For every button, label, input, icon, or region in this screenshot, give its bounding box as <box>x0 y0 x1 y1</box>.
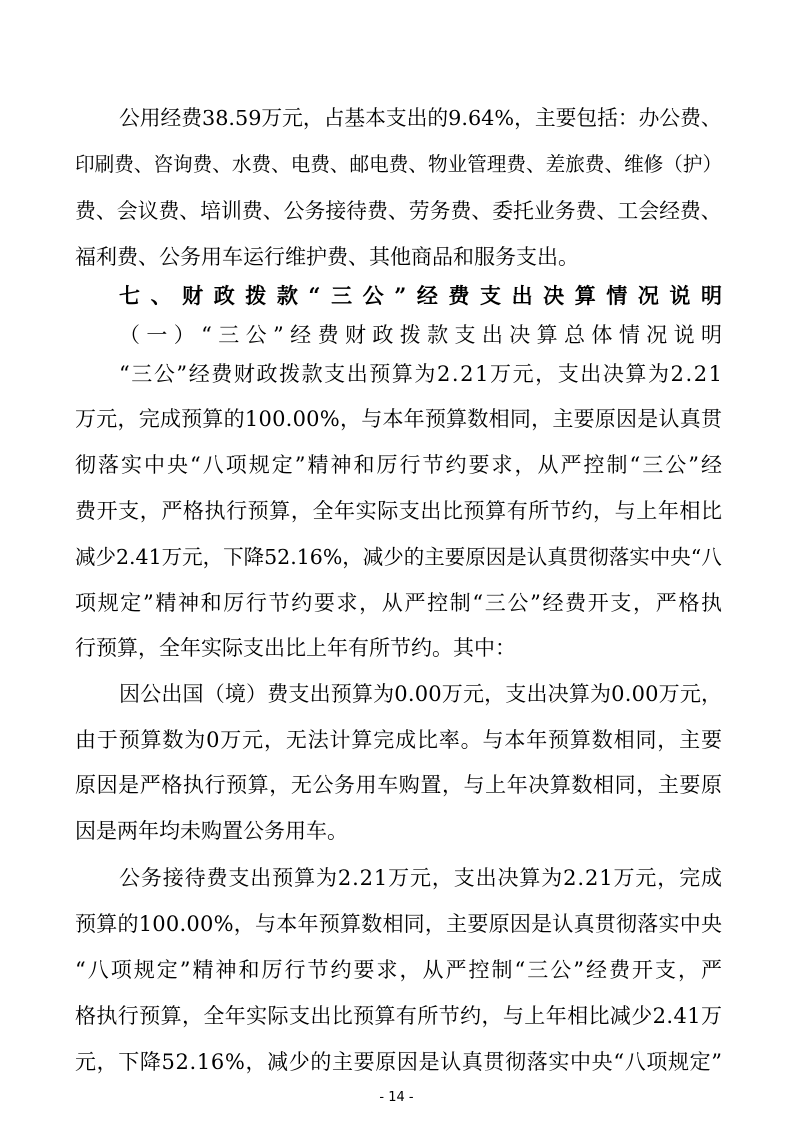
paragraph-5-line-1: 因公出国（境）费支出预算为0.00万元，支出决算为0.00万元， <box>119 682 723 706</box>
paragraph-1-line-2: 印刷费、咨询费、水费、电费、邮电费、物业管理费、差旅费、维修（护） <box>75 153 723 176</box>
paragraph-6-line-5: 元，下降52.16%，减少的主要原因是认真贯彻落实中央“八项规定” <box>75 1050 723 1074</box>
paragraph-5-line-4: 因是两年均未购置公务用车。 <box>75 819 348 843</box>
paragraph-1-line-4: 福利费、公务用车运行维护费、其他商品和服务支出。 <box>75 245 579 269</box>
section-heading: 七、财政拨款“三公”经费支出决算情况说明 <box>119 283 733 308</box>
paragraph-4-line-2: 万元，完成预算的100.00%，与本年预算数相同，主要原因是认真贯 <box>75 407 723 431</box>
paragraph-6-line-3: “八项规定”精神和厉行节约要求，从严控制“三公”经费开支，严 <box>75 958 725 982</box>
paragraph-6-line-2: 预算的100.00%，与本年预算数相同，主要原因是认真贯彻落实中央 <box>75 912 723 936</box>
paragraph-1-line-1: 公用经费38.59万元，占基本支出的9.64%，主要包括：办公费、 <box>119 106 722 130</box>
paragraph-4-line-3: 彻落实中央“八项规定”精神和厉行节约要求，从严控制“三公”经 <box>75 453 725 477</box>
paragraph-4-line-5: 减少2.41万元，下降52.16%，减少的主要原因是认真贯彻落实中央“八 <box>75 545 722 569</box>
paragraph-1-line-3: 费、会议费、培训费、公务接待费、劳务费、委托业务费、工会经费、 <box>75 199 722 223</box>
subsection-heading: （一）“三公”经费财政拨款支出决算总体情况说明 <box>119 323 729 347</box>
paragraph-5-line-3: 原因是严格执行预算，无公务用车购置，与上年决算数相同，主要原 <box>75 773 723 797</box>
paragraph-4-line-4: 费开支，严格执行预算，全年实际支出比预算有所节约，与上年相比 <box>75 499 723 523</box>
page-number: - 14 - <box>379 1090 414 1105</box>
paragraph-4-line-1: “三公”经费财政拨款支出预算为2.21万元，支出决算为2.21 <box>119 362 724 386</box>
paragraph-5-line-2: 由于预算数为0万元，无法计算完成比率。与本年预算数相同，主要 <box>75 728 723 752</box>
paragraph-4-line-7: 行预算，全年实际支出比上年有所节约。其中： <box>75 636 516 660</box>
paragraph-6-line-4: 格执行预算，全年实际支出比预算有所节约，与上年相比减少2.41万 <box>75 1004 723 1028</box>
paragraph-6-line-1: 公务接待费支出预算为2.21万元，支出决算为2.21万元，完成 <box>119 866 723 890</box>
paragraph-4-line-6: 项规定”精神和厉行节约要求，从严控制“三公”经费开支，严格执 <box>75 591 724 615</box>
